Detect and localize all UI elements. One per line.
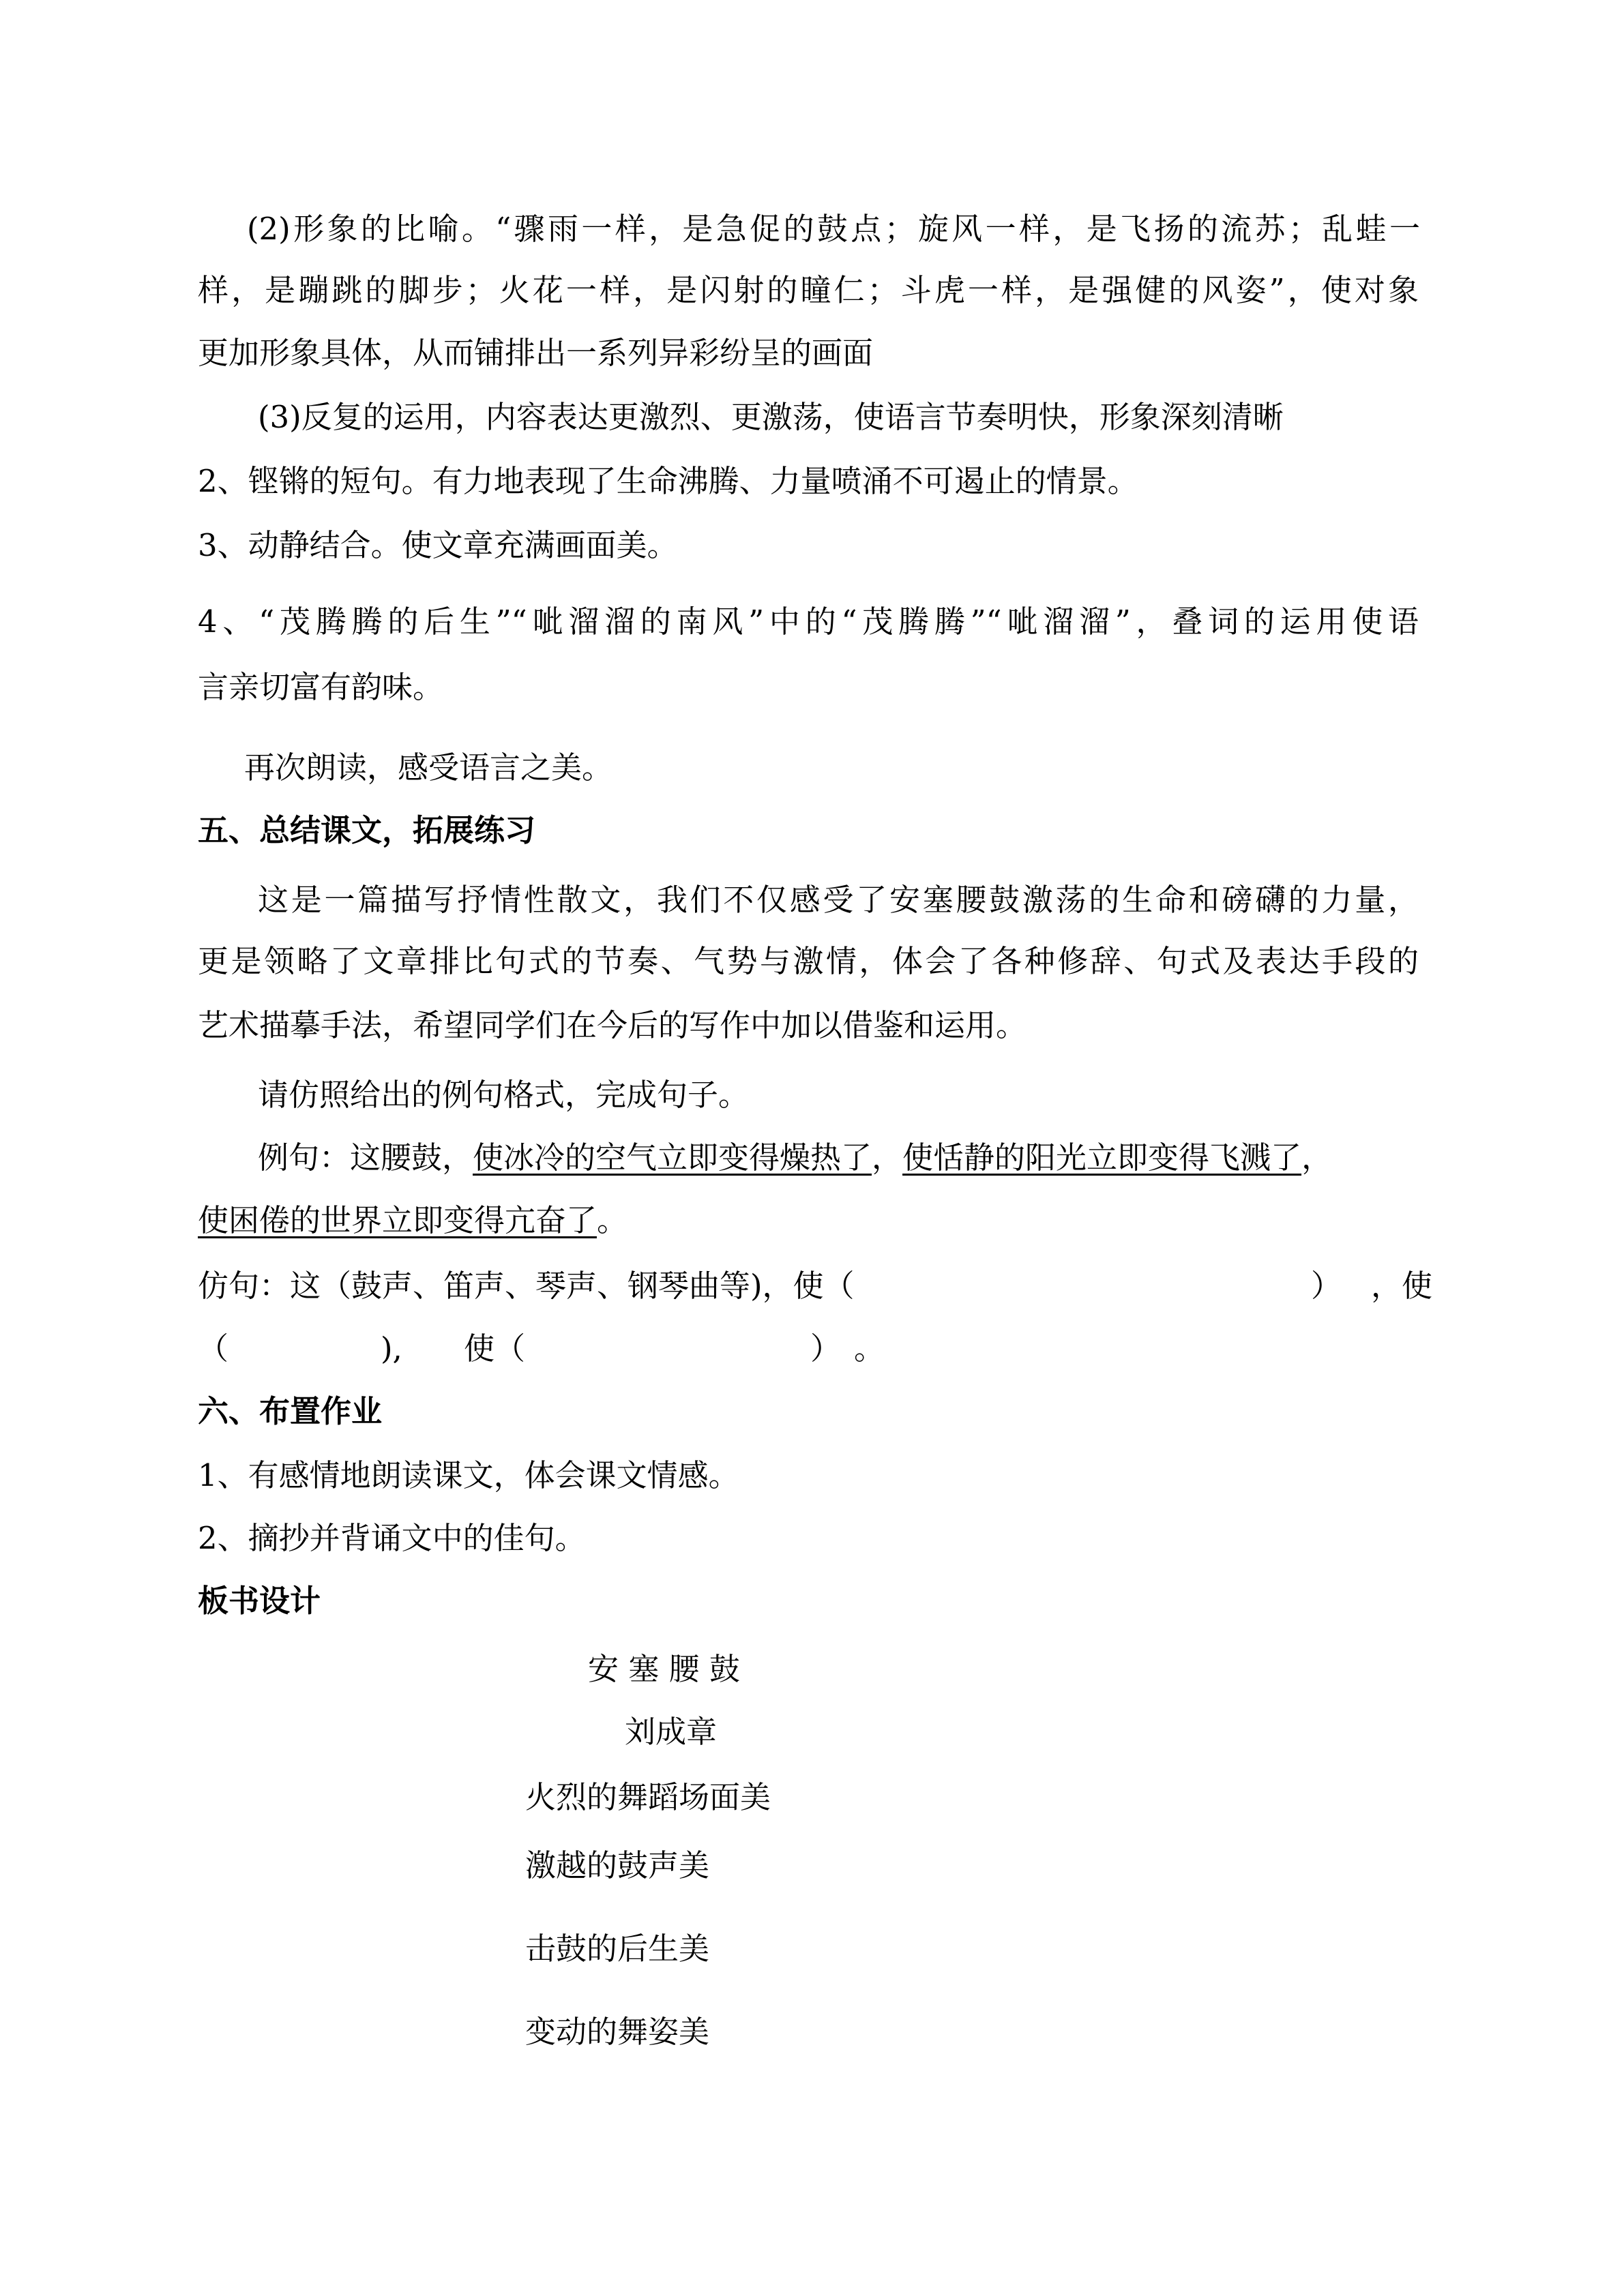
board-heading: 板书设计 [198, 1583, 321, 1619]
board-item: 击鼓的后生美 [525, 1930, 710, 1967]
section-heading: 六、布置作业 [198, 1393, 383, 1429]
body-text-line: (3)反复的运用，内容表达更激烈、更激荡，使语言节奏明快，形象深刻清晰 [258, 399, 1284, 435]
list-item: 4、“茂腾腾的后生”“呲溜溜的南风”中的“茂腾腾”“呲溜溜”，叠词的运用使语 [198, 603, 1419, 640]
board-author: 刘成章 [625, 1714, 718, 1750]
body-text-line: 更是领略了文章排比句式的节奏、气势与激情，体会了各种修辞、句式及表达手段的 [198, 943, 1419, 979]
imitation-blank-open: （ [198, 1330, 229, 1367]
body-text-line: 样，是蹦跳的脚步；火花一样，是闪射的瞳仁；斗虎一样，是强健的风姿”，使对象 [198, 272, 1419, 308]
body-text-line: 这是一篇描写抒情性散文，我们不仅感受了安塞腰鼓激荡的生命和磅礴的力量， [258, 882, 1419, 918]
example-end: 。 [597, 1202, 628, 1238]
homework-item: 1、有感情地朗读课文，体会课文情感。 [198, 1457, 739, 1493]
board-title: 安 塞 腰 鼓 [588, 1651, 740, 1687]
example-separator: ， [872, 1139, 903, 1176]
example-clause-underlined: 使困倦的世界立即变得亢奋了 [198, 1202, 597, 1238]
example-separator: ， [1301, 1139, 1333, 1176]
example-sentence-cont [198, 1200, 628, 1241]
imitation-blank-close: ） [1311, 1268, 1342, 1304]
example-clause-underlined: 使恬静的阳光立即变得飞溅了 [902, 1139, 1302, 1176]
instruction-text: 请仿照给出的例句格式，完成句子。 [258, 1077, 750, 1113]
board-item: 火烈的舞蹈场面美 [525, 1779, 771, 1815]
imitation-prefix: 仿句：这（鼓声、笛声、琴声、钢琴曲等)，使（ [198, 1268, 855, 1304]
imitation-blank-close: ), [381, 1330, 402, 1367]
imitation-end: 。 [854, 1330, 885, 1367]
section-heading: 五、总结课文，拓展练习 [198, 812, 536, 848]
example-clause-underlined: 使冰冷的空气立即变得燥热了 [473, 1139, 872, 1176]
imitation-blank-close: ） [810, 1330, 842, 1367]
body-text-line: 再次朗读，感受语言之美。 [244, 749, 613, 786]
body-text-line: 更加形象具体，从而铺排出一系列异彩纷呈的画面 [198, 335, 874, 371]
body-text-line: 艺术描摹手法，希望同学们在今后的写作中加以借鉴和运用。 [198, 1007, 1027, 1043]
list-item: 2、铿锵的短句。有力地表现了生命沸腾、力量喷涌不可遏止的情景。 [198, 463, 1138, 499]
imitation-shi: 使（ [464, 1330, 526, 1367]
example-prefix: 例句：这腰鼓， [258, 1139, 473, 1176]
board-item: 变动的舞姿美 [525, 2014, 710, 2050]
list-item: 3、动静结合。使文章充满画面美。 [198, 527, 678, 563]
imitation-shi: ，使 [1371, 1268, 1433, 1304]
body-text-line: 言亲切富有韵味。 [198, 669, 444, 705]
homework-item: 2、摘抄并背诵文中的佳句。 [198, 1520, 586, 1556]
example-sentence [258, 1137, 1332, 1178]
body-text-line: (2)形象的比喻。“骤雨一样，是急促的鼓点；旋风一样，是飞扬的流苏；乱蛙一 [247, 211, 1420, 247]
board-item: 激越的鼓声美 [525, 1847, 710, 1883]
